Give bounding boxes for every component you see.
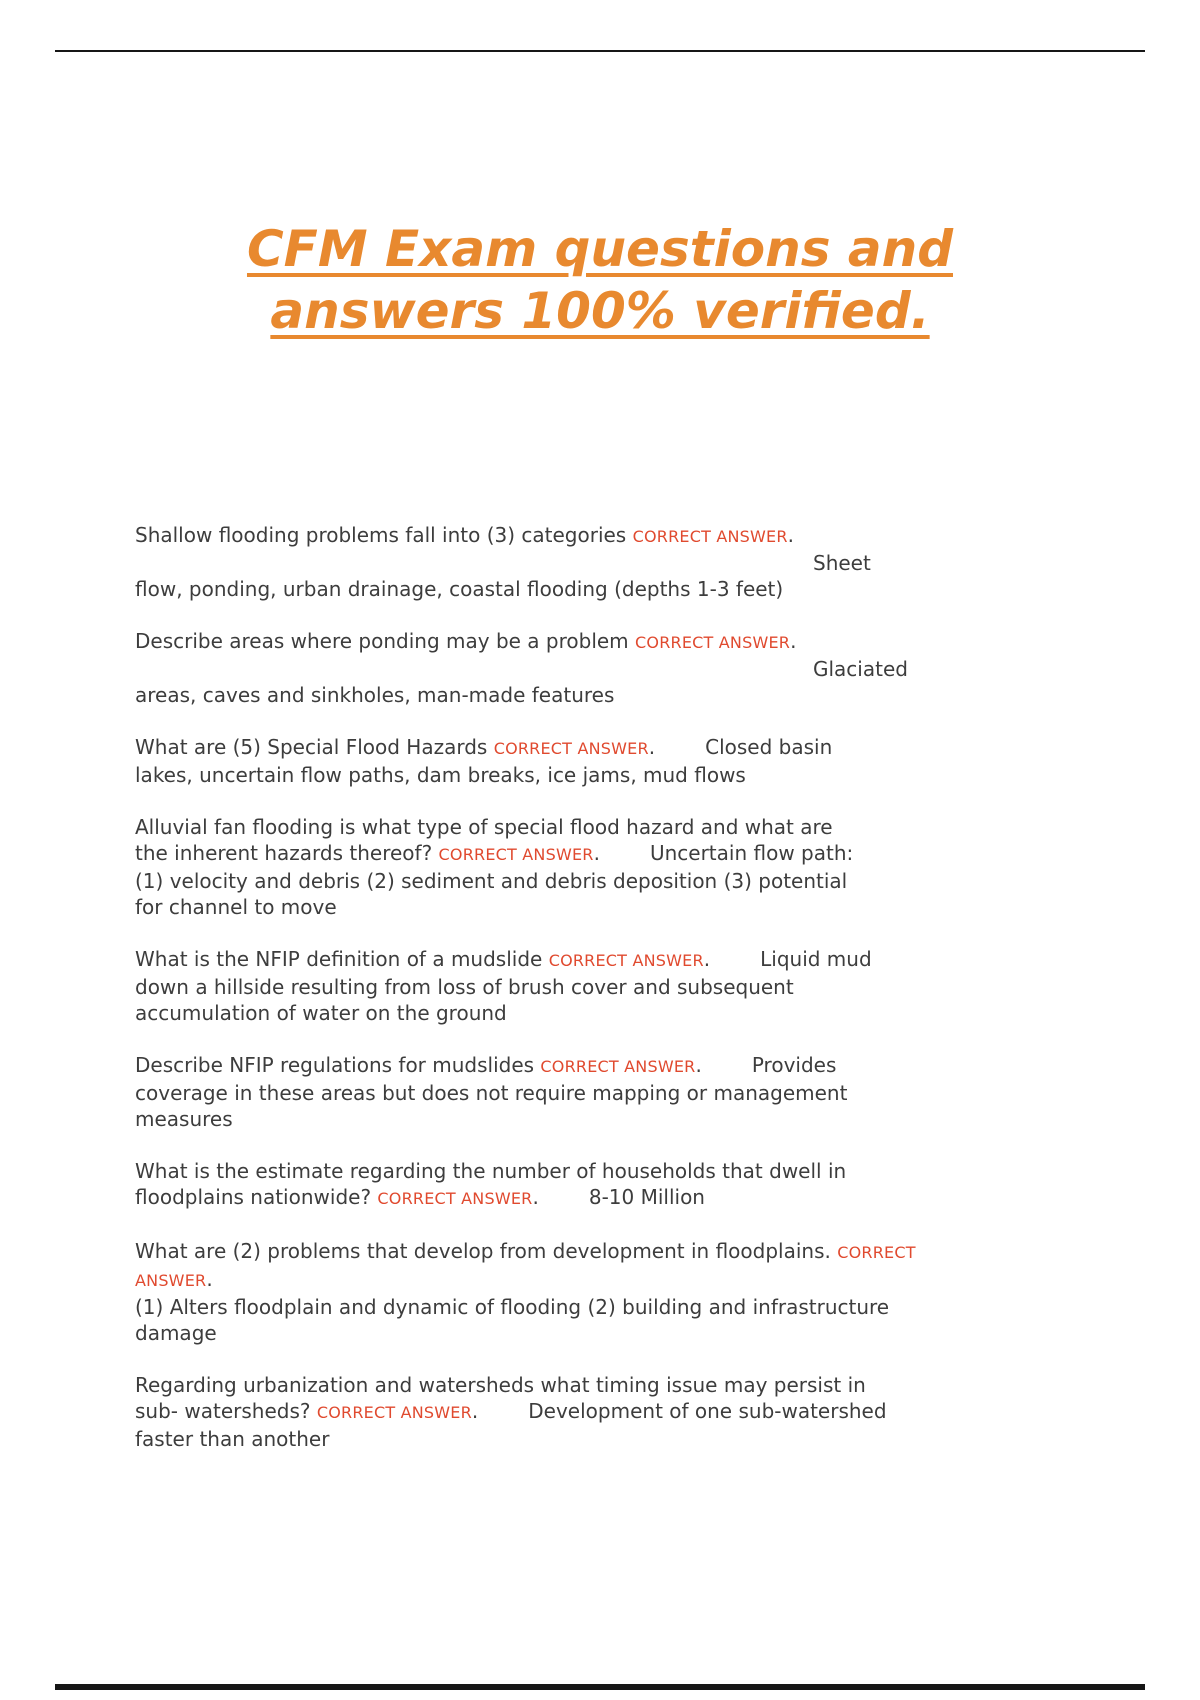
qa-block bbox=[135, 1238, 1075, 1346]
correct-answer-label: CORRECT ANSWER bbox=[540, 1057, 696, 1076]
correct-answer-label: CORRECT ANSWER bbox=[377, 1189, 533, 1208]
qa-line bbox=[135, 1184, 1075, 1212]
qa-text: Describe areas where ponding may be a problem bbox=[135, 629, 636, 653]
qa-block bbox=[135, 1052, 1075, 1132]
qa-text: Describe NFIP regulations for mudslides bbox=[135, 1053, 541, 1077]
qa-text: damage bbox=[135, 1321, 217, 1345]
qa-block bbox=[135, 946, 1075, 1026]
qa-line bbox=[135, 894, 1075, 920]
qa-line bbox=[135, 974, 1075, 1000]
qa-text: down a hillside resulting from loss of brush cover and subsequent bbox=[135, 975, 794, 999]
document-title-line-2: answers 100% verified. bbox=[270, 282, 930, 340]
qa-line bbox=[135, 1320, 1075, 1346]
correct-answer-label: CORRECT bbox=[837, 1243, 916, 1262]
qa-text: . bbox=[790, 629, 797, 653]
qa-text: areas, caves and sinkholes, man-made features bbox=[135, 683, 615, 707]
qa-line bbox=[135, 1158, 1075, 1184]
qa-line bbox=[135, 1294, 1075, 1320]
qa-text: Regarding urbanization and watersheds what timing issue may persist in bbox=[135, 1373, 866, 1397]
qa-text: (1) velocity and debris (2) sediment and debris deposition (3) potential bbox=[135, 869, 848, 893]
qa-text: 8-10 Million bbox=[588, 1185, 705, 1209]
qa-line bbox=[135, 734, 1075, 762]
qa-text: . bbox=[532, 1185, 539, 1209]
correct-answer-label: CORRECT ANSWER bbox=[548, 951, 704, 970]
correct-answer-label: CORRECT ANSWER bbox=[635, 633, 791, 652]
qa-block bbox=[135, 734, 1075, 788]
qa-text: . bbox=[703, 947, 711, 971]
document-title bbox=[0, 218, 1200, 342]
qa-text: coverage in these areas but does not require mapping or management bbox=[135, 1081, 848, 1105]
qa-text: What is the NFIP definition of a mudslide bbox=[135, 947, 549, 971]
qa-line bbox=[135, 1372, 1075, 1398]
qa-text: flow, ponding, urban drainage, coastal flooding (depths 1-3 feet) bbox=[135, 577, 784, 601]
correct-answer-label: CORRECT ANSWER bbox=[632, 527, 788, 546]
qa-text: (1) Alters floodplain and dynamic of flooding (2) building and infrastructure bbox=[135, 1295, 890, 1319]
qa-text: Uncertain flow path: bbox=[649, 841, 854, 865]
correct-answer-label: CORRECT ANSWER bbox=[438, 845, 594, 864]
qa-block bbox=[135, 522, 1075, 602]
qa-line bbox=[135, 1266, 1075, 1294]
qa-line bbox=[135, 550, 1075, 576]
qa-text: the inherent hazards thereof? bbox=[135, 841, 439, 865]
qa-text: Closed basin bbox=[705, 735, 833, 759]
qa-text: What are (2) problems that develop from development in floodplains. bbox=[135, 1239, 838, 1263]
qa-text: Glaciated bbox=[813, 657, 908, 681]
qa-line bbox=[135, 576, 1075, 602]
qa-line bbox=[135, 1398, 1075, 1426]
qa-text: floodplains nationwide? bbox=[135, 1185, 378, 1209]
qa-text: Provides bbox=[751, 1053, 837, 1077]
qa-text: Liquid mud bbox=[760, 947, 872, 971]
qa-text: . bbox=[593, 841, 600, 865]
qa-line bbox=[135, 1080, 1075, 1106]
qa-line bbox=[135, 762, 1075, 788]
bottom-horizontal-rule bbox=[55, 1684, 1145, 1690]
qa-line bbox=[135, 1426, 1075, 1452]
qa-line bbox=[135, 656, 1075, 682]
qa-line bbox=[135, 1052, 1075, 1080]
qa-text: measures bbox=[135, 1107, 233, 1131]
qa-text: What are (5) Special Flood Hazards bbox=[135, 735, 494, 759]
qa-line bbox=[135, 1000, 1075, 1026]
qa-line bbox=[135, 840, 1075, 868]
qa-line bbox=[135, 1106, 1075, 1132]
qa-text: lakes, uncertain flow paths, dam breaks, ice jams, mud flows bbox=[135, 763, 746, 787]
correct-answer-label: CORRECT ANSWER bbox=[493, 739, 649, 758]
top-horizontal-rule bbox=[55, 50, 1145, 52]
qa-block bbox=[135, 814, 1075, 920]
qa-text: . bbox=[787, 523, 795, 547]
qa-text: for channel to move bbox=[135, 895, 337, 919]
qa-line bbox=[135, 628, 1075, 656]
qa-line bbox=[135, 946, 1075, 974]
qa-text: Development of one sub-watershed bbox=[528, 1399, 887, 1423]
qa-text: What is the estimate regarding the number of households that dwell in bbox=[135, 1159, 847, 1183]
qa-text: faster than another bbox=[135, 1427, 330, 1451]
qa-line bbox=[135, 1238, 1075, 1266]
qa-text: . bbox=[471, 1399, 479, 1423]
document-title-line-1: CFM Exam questions and bbox=[246, 220, 953, 278]
qa-text: Shallow flooding problems fall into (3) categories bbox=[135, 523, 633, 547]
correct-answer-label: ANSWER bbox=[135, 1271, 207, 1290]
qa-text: accumulation of water on the ground bbox=[135, 1001, 507, 1025]
qa-block bbox=[135, 628, 1075, 708]
qa-text: . bbox=[648, 735, 656, 759]
qa-line bbox=[135, 814, 1075, 840]
qa-text: Alluvial fan flooding is what type of special flood hazard and what are bbox=[135, 815, 833, 839]
qa-block bbox=[135, 1372, 1075, 1452]
qa-text: Sheet bbox=[813, 551, 871, 575]
qa-block bbox=[135, 1158, 1075, 1212]
correct-answer-label: CORRECT ANSWER bbox=[316, 1403, 472, 1422]
qa-line bbox=[135, 522, 1075, 550]
qa-text: . bbox=[695, 1053, 702, 1077]
qa-text: sub- watersheds? bbox=[135, 1399, 317, 1423]
qa-line bbox=[135, 682, 1075, 708]
qa-line bbox=[135, 868, 1075, 894]
qa-text: . bbox=[206, 1267, 213, 1291]
qa-list bbox=[135, 522, 1075, 1478]
